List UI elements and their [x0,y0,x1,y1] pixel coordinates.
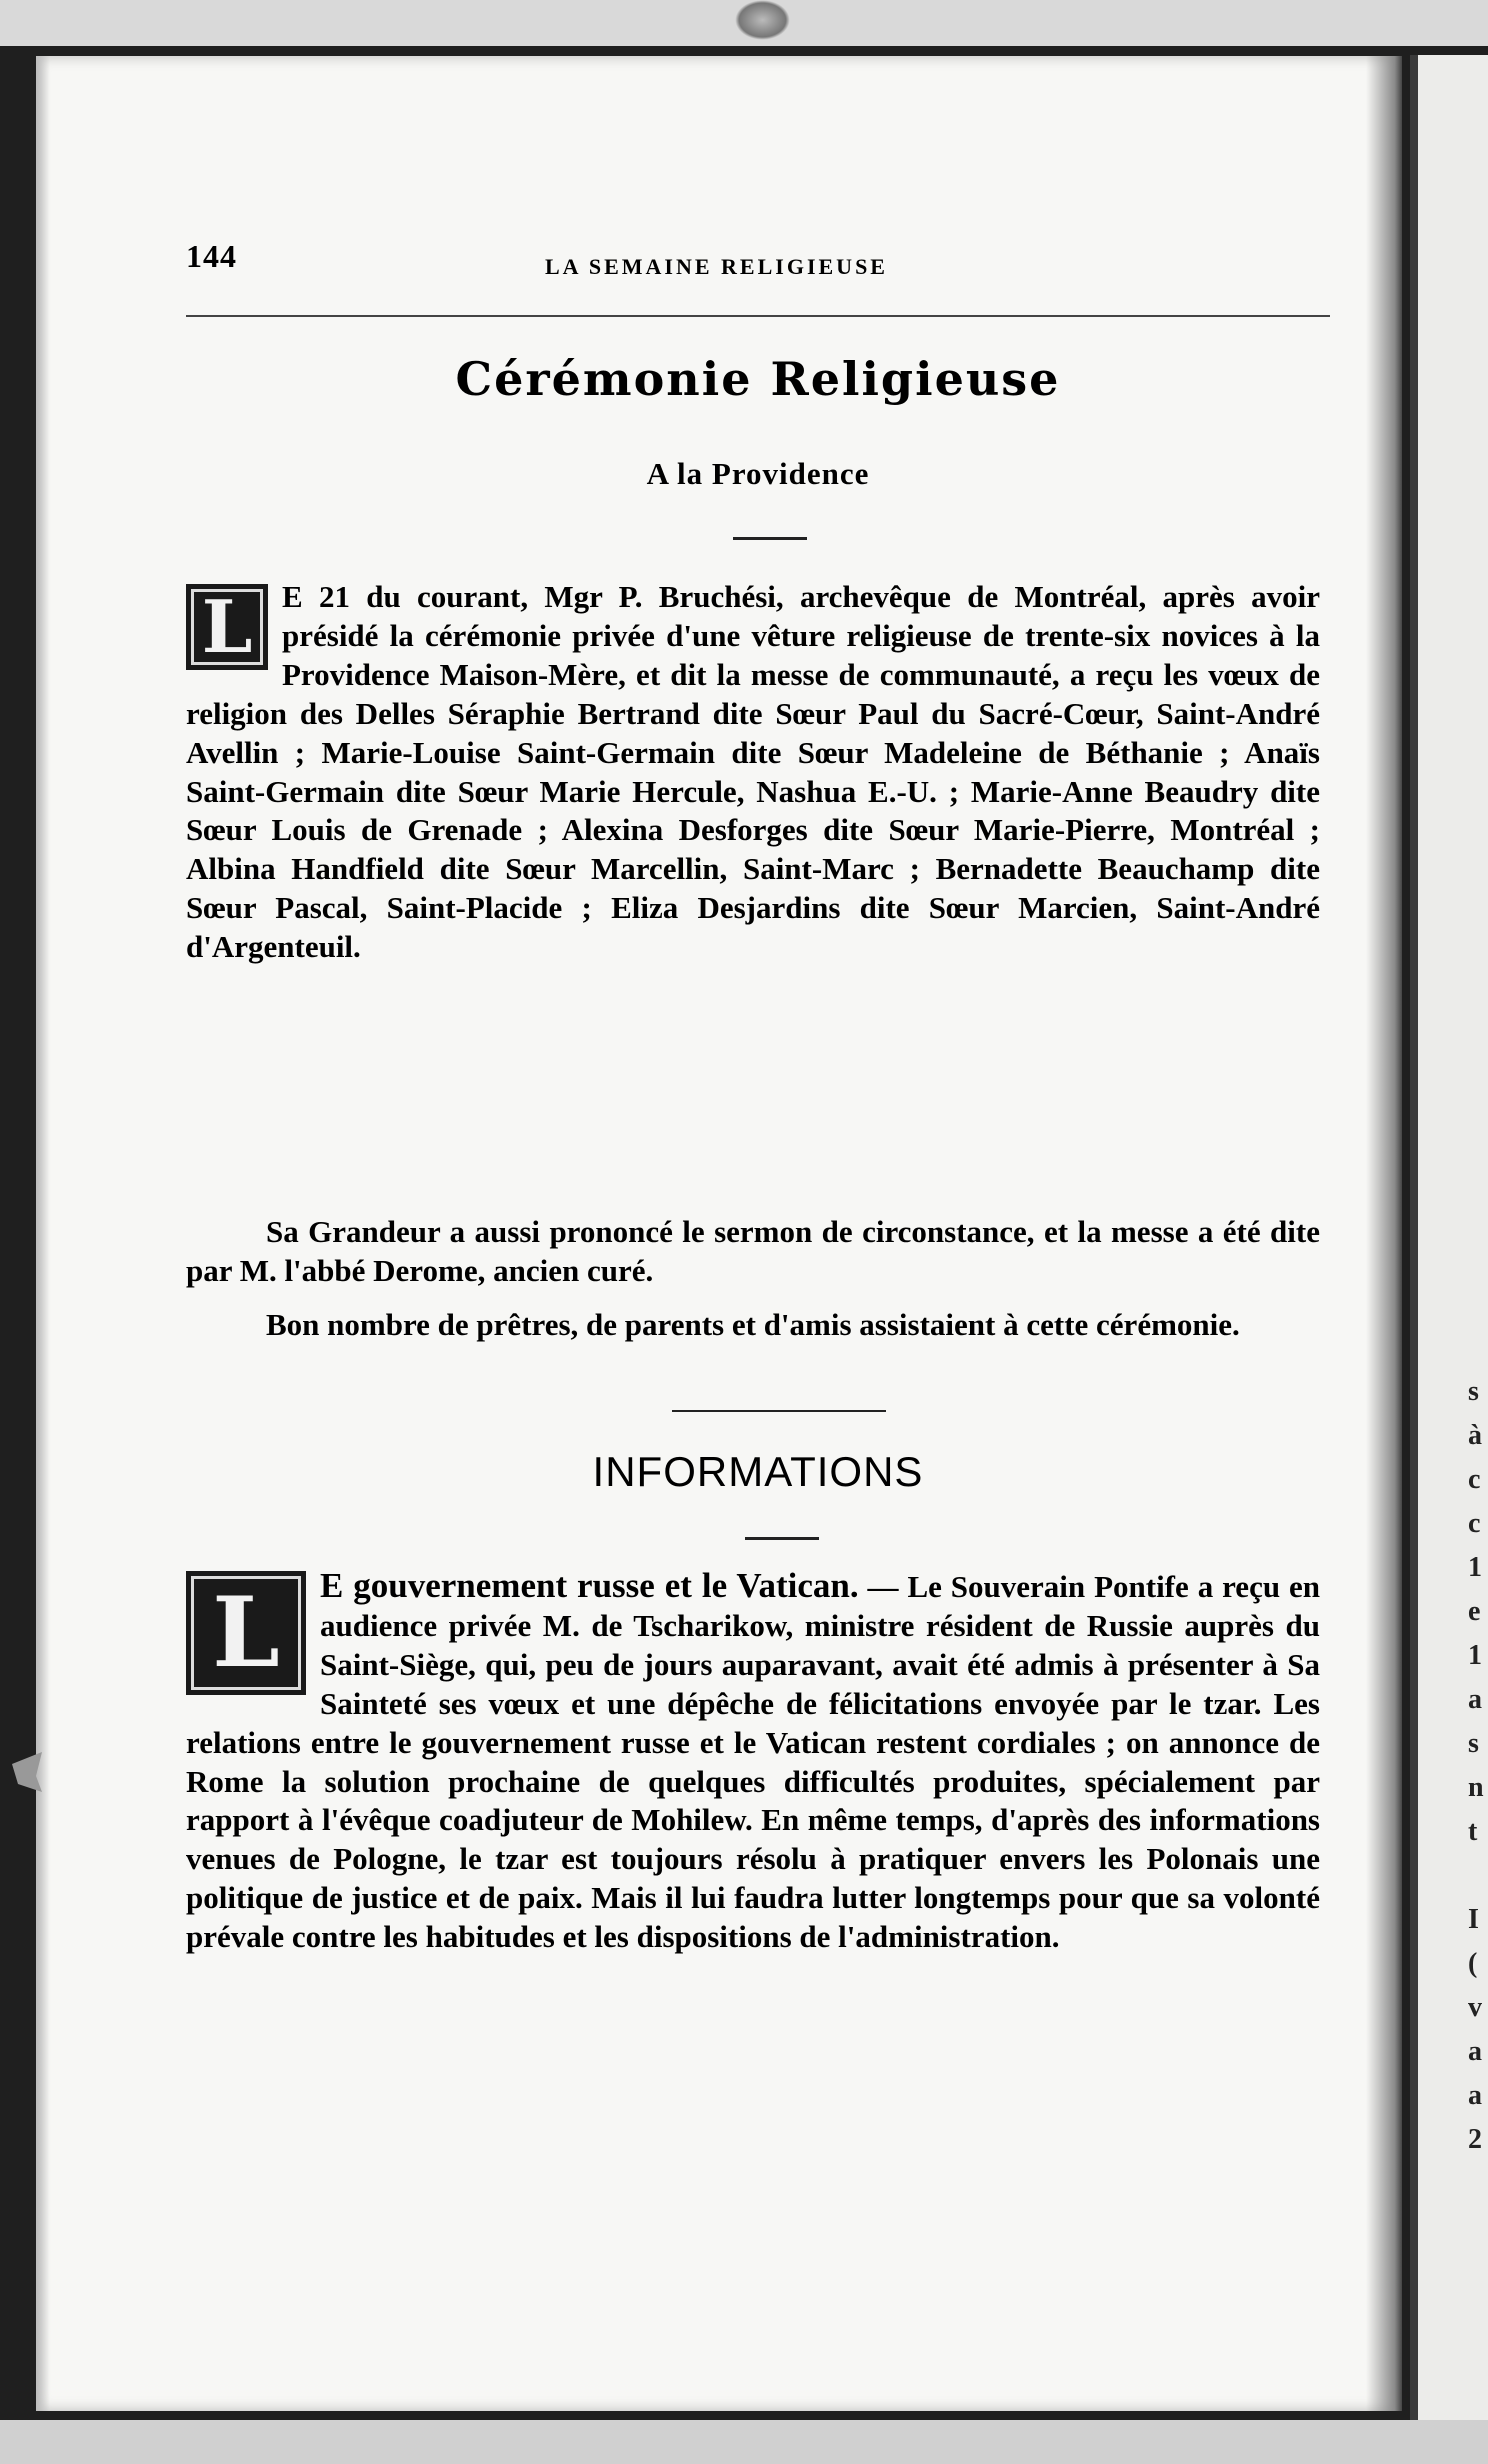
paragraph-text: E 21 du courant, Mgr P. Bruchési, archevêque de Montréal, après avoir présidé la cérémonie privée d'une vêture religieuse de trente-six novices à la Providence Maison-Mère, et dit la messe de communauté, a reçu les vœux de religion des Delles Séraphie Bertrand dite Sœur Paul du Sacré-Cœur, Saint-André Avellin ; Marie-Louise Saint-Germain dite Sœur Madeleine de Béthanie ; Anaïs Saint-Germain dite Sœur Marie Hercule, Nashua E.-U. ; Marie-Anne Beaudry dite Sœur Louis de Grenade ; Alexina Desforges dite Sœur Marie-Pierre, Montréal ; Albina Handfield dite Sœur Marcellin, Saint-Marc ; Bernadette Beauchamp dite Sœur Pascal, Saint-Placide ; Eliza Desjardins dite Sœur Marcien, Saint-André d'Argenteuil. [186,579,1320,965]
news-lead: E gouvernement russe et le Vatican. [320,1566,859,1605]
article-title: Cérémonie Religieuse [455,352,1061,406]
scanner-bottom-edge [0,2420,1488,2464]
news-body: — Le Souverain Pontife a reçu en audience privée M. de Tscharikow, ministre résident de Russie auprès du Saint-Siège, qui, peu de jours auparavant, avait été admis à présenter à Sa Sainteté ses vœux et une dépêche de félicitations envoyée par le tzar. Les relations entre le gouvernement russe et le Vatican restent cordiales ; on annonce de Rome la solution prochaine de quelques difficultés produites, spécialement par rapport à l'évêque coadjuteur de Mohilew. En même temps, d'après des informations venues de Pologne, le tzar est toujours résolu à pratiquer envers les Polonais une politique de justice et de paix. Mais il lui faudra lutter longtemps pour que sa volonté prévale contre les habitudes et les dispositions de l'administration. [186,1569,1320,1955]
article-subtitle: A la Providence [646,456,870,491]
dropcap-letter-ornate: L [186,1571,306,1695]
article-paragraph-3: Bon nombre de prêtres, de parents et d'amis assistaient à cette cérémonie. [266,1307,1240,1342]
scan-smudge [735,0,790,40]
article-paragraph-1 [186,578,1320,967]
section-title-rule [745,1537,819,1540]
title-rule [733,537,807,540]
next-page-letters: s à c c 1 e 1 a s n t I ( v a a 2 [1468,1376,1484,2155]
page-number: 144 [186,238,237,274]
section-divider [672,1410,886,1412]
article-paragraph-2: Sa Grandeur a aussi prononcé le sermon de circonstance, et la messe a été dite par M. l'abbé Derome, ancien curé. [186,1214,1320,1288]
dropcap-letter: L [186,584,268,670]
page-gutter-shadow [36,56,50,2411]
news-paragraph [186,1567,1320,1957]
page-right-edge [1366,56,1402,2411]
running-head: LA SEMAINE RELIGIEUSE [545,254,888,279]
section-title: INFORMATIONS [592,1448,924,1495]
header-rule [186,315,1330,317]
